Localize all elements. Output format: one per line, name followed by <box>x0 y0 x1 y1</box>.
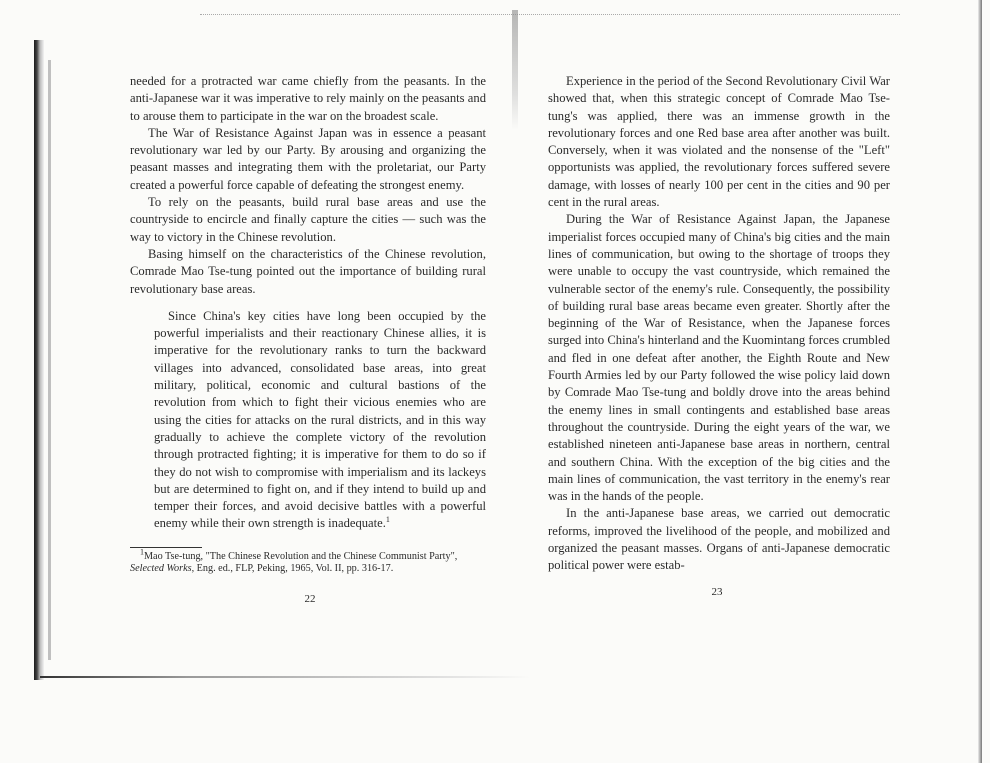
footnote-mark: 1 <box>140 547 144 557</box>
left-page <box>130 73 486 575</box>
block-quote <box>130 308 486 533</box>
page-number-left: 22 <box>304 593 316 605</box>
left-paragraph-2: The War of Resistance Against Japan was in essence a peasant revolutionary war led by our Party. By arousing and organizing the peasant masses and integrating them with the proletariat, our Party created a powerful force capable of defeating the strongest enemy. <box>130 125 486 192</box>
footnote-text <box>130 547 486 575</box>
right-page <box>548 73 890 575</box>
right-paragraph-2: During the War of Resistance Against Japan, the Japanese imperialist forces occupied many of China's big cities and the main lines of communication, but owing to the shortage of troops they were unable to occupy the vast countryside, which remained the vulnerable sector of the enemy's rule. Consequently, the possibility of building rural base areas became even greater. Shortly after the beginning of the War of Resistance, when the Japanese forces surged into China's hinterland and the Kuomintang forces crumbled and fled in one defeat after another, the Eighth Route and New Fourth Armies led by our Party followed the wise policy laid down by Comrade Mao Tse-tung and boldly drove into the areas behind the enemy lines in small contingents and established base areas throughout the countryside. During the eight years of the war, we established nineteen anti-Japanese base areas in northern, central and southern China. With the exception of the big cities and the main lines of communication, the vast territory in the enemy's rear was in the hands of the people. <box>548 212 890 504</box>
right-paragraph-3: In the anti-Japanese base areas, we carried out democratic reforms, improved the livelihood of the people, and mobilized and organized the peasant masses. Organs of anti-Japanese democratic political power were estab- <box>548 506 890 573</box>
quote-text: Since China's key cities have long been occupied by the powerful imperialists and their reactionary Chinese allies, it is imperative for the revolutionary ranks to turn the backward villages into advanced, consolidated base areas, into great military, political, economic and cultural bastions of the revolution from which to fight their vicious enemies who are using the cities for attacks on the rural districts, and in this way gradually to achieve the complete victory of the revolution through protracted fighting; it is imperative for them to do so if they do not wish to compromise with imperialism and its lackeys but are determined to fight on, and if they intend to build up and temper their forces, and avoid decisive battles with a powerful enemy while their own strength is inadequate. <box>154 308 486 531</box>
scan-artifact-bottom <box>40 676 530 678</box>
footnote-work: Selected Works, <box>130 562 195 574</box>
footnote-rest: Eng. ed., FLP, Peking, 1965, Vol. II, pp. 316-17. <box>196 562 394 574</box>
book-gutter <box>512 10 518 130</box>
page-number-right: 23 <box>711 586 723 598</box>
left-paragraph-1: needed for a protracted war came chiefly from the peasants. In the anti-Japanese war it was imperative to rely mainly on the peasants and to arouse them to participate in the war on the broadest scale. <box>130 74 486 123</box>
footnote-ref: 1 <box>385 515 390 525</box>
left-paragraph-4: Basing himself on the characteristics of the Chinese revolution, Comrade Mao Tse-tung pointed out the importance of building rural revolutionary base areas. <box>130 246 486 296</box>
left-paragraph-3: To rely on the peasants, build rural base areas and use the countryside to encircle and finally capture the cities — such was the way to victory in the Chinese revolution. <box>130 195 486 244</box>
scan-artifact-top <box>200 14 900 16</box>
footnote <box>130 547 486 575</box>
binding-shadow-left <box>34 40 44 680</box>
scan-edge-right <box>978 0 982 763</box>
quote-text-wrap <box>154 308 486 533</box>
binding-shadow-left-inner <box>48 60 51 660</box>
right-paragraph-1: Experience in the period of the Second Revolutionary Civil War showed that, when this strategic concept of Comrade Mao Tse-tung's was applied, there was an immense growth in the revolutionary forces and one Red base area after another was built. Conversely, when it was violated and the nonsense of the "Left" opportunists was applied, the revolutionary forces suffered severe damage, with losses of nearly 100 per cent in the cities and 90 per cent in the rural areas. <box>548 74 890 210</box>
footnote-author: Mao Tse-tung, "The Chinese Revolution and the Chinese Communist Party", <box>144 550 458 562</box>
